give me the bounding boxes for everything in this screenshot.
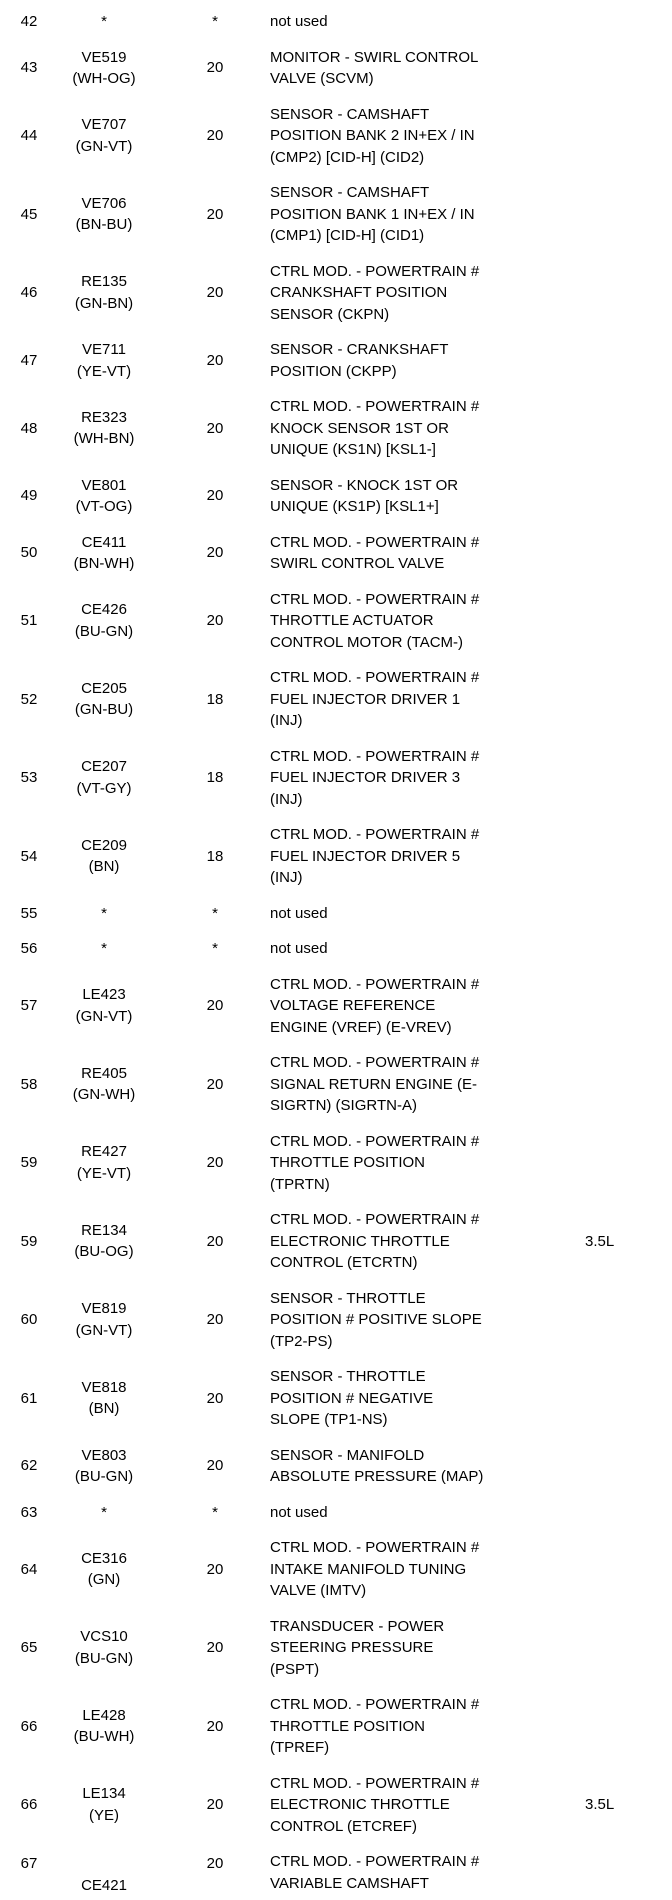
description-line: SIGRTN) (SIGRTN-A) — [270, 1097, 417, 1114]
wire-code: LE428 — [82, 1706, 126, 1724]
description-line: POSITION # POSITIVE SLOPE — [270, 1311, 482, 1328]
description-line: CTRL MOD. - POWERTRAIN # — [270, 1539, 480, 1556]
wire-cell — [58, 835, 150, 878]
description-line: VALVE (SCVM) — [270, 70, 374, 87]
circuit-description — [270, 11, 585, 33]
description-line: CTRL MOD. - POWERTRAIN # — [270, 1054, 480, 1071]
description-line: (TP2-PS) — [270, 1332, 333, 1350]
table-row — [0, 739, 672, 818]
wire-cell — [58, 984, 150, 1027]
table-row — [0, 468, 672, 525]
description-line: INTAKE MANIFOLD TUNING — [270, 1560, 467, 1578]
circuit-description — [270, 746, 585, 811]
wire-gauge: 20 — [206, 997, 224, 1014]
circuit-description — [270, 1773, 585, 1838]
circuit-description — [270, 1052, 585, 1117]
wire-gauge: 20 — [206, 1075, 224, 1093]
pin-number: 46 — [20, 284, 38, 301]
wire-cell — [58, 532, 150, 575]
wire-cell — [58, 193, 150, 236]
description-line: ENGINE (VREF) (E-VREV) — [270, 1018, 452, 1036]
pin-number: 54 — [20, 847, 38, 865]
pin-number: 61 — [20, 1389, 38, 1407]
table-row — [0, 1438, 672, 1495]
pin-number: 42 — [20, 13, 38, 30]
description-line: UNIQUE (KS1N) [KSL1-] — [270, 441, 436, 458]
wire-color: (BU-GN) — [74, 622, 134, 640]
table-row — [0, 1124, 672, 1203]
circuit-description — [270, 1502, 585, 1524]
description-line: VARIABLE CAMSHAFT — [270, 1874, 429, 1892]
wire-color: (GN-VT) — [75, 137, 133, 155]
description-line: CTRL MOD. - POWERTRAIN # — [270, 1696, 480, 1713]
circuit-description — [270, 1131, 585, 1196]
wire-gauge: * — [212, 940, 218, 957]
description-line: CTRL MOD. - POWERTRAIN # — [270, 262, 480, 280]
wire-code: RE427 — [81, 1143, 127, 1161]
description-line: SENSOR (CKPN) — [270, 305, 390, 323]
pin-number: 53 — [20, 769, 38, 786]
wire-gauge: 20 — [206, 1311, 224, 1328]
description-line: (TPRTN) — [270, 1175, 330, 1193]
description-line: (INJ) — [270, 869, 303, 886]
table-row — [0, 931, 672, 967]
pin-number: 65 — [20, 1639, 38, 1656]
wire-cell — [58, 407, 150, 450]
table-row — [0, 332, 672, 389]
description-line: CTRL MOD. - POWERTRAIN # — [270, 747, 480, 765]
table-row — [0, 1045, 672, 1124]
wire-code: CE209 — [81, 836, 127, 854]
circuit-description — [270, 339, 585, 382]
wire-cell — [58, 1377, 150, 1420]
circuit-description — [270, 1366, 585, 1431]
wire-color: (WH-OG) — [72, 70, 136, 87]
wire-gauge: 18 — [206, 690, 224, 708]
circuit-description — [270, 182, 585, 247]
description-line: SENSOR - KNOCK 1ST OR — [270, 476, 459, 494]
wire-code: * — [101, 940, 107, 957]
circuit-description — [270, 824, 585, 889]
pin-table — [0, 4, 672, 1900]
description-line: STEERING PRESSURE — [270, 1639, 434, 1656]
wire-cell — [58, 1626, 150, 1669]
table-row — [0, 4, 672, 40]
table-row — [0, 1495, 672, 1531]
description-line: ELECTRONIC THROTTLE — [270, 1796, 450, 1813]
wire-cell — [58, 1548, 150, 1591]
pin-number: 64 — [20, 1560, 38, 1578]
wire-code: VE803 — [81, 1446, 127, 1464]
wire-cell — [58, 1445, 150, 1488]
circuit-description — [270, 47, 585, 90]
pin-number: 52 — [20, 690, 38, 708]
wire-color: (BU-GN) — [74, 1649, 134, 1667]
description-line: (INJ) — [270, 790, 303, 808]
description-line: not used — [270, 1503, 328, 1521]
wire-code: CE426 — [81, 601, 127, 619]
wire-gauge: * — [212, 13, 218, 30]
wire-gauge: * — [212, 904, 218, 922]
wire-color: (BU-WH) — [73, 1728, 135, 1746]
description-line: CTRL MOD. - POWERTRAIN # — [270, 590, 480, 608]
description-line: SWIRL CONTROL VALVE — [270, 555, 445, 572]
table-row — [0, 1609, 672, 1688]
wire-cell — [58, 475, 150, 518]
circuit-description — [270, 1616, 585, 1681]
pin-number: 56 — [20, 940, 38, 957]
wire-gauge: * — [212, 1503, 218, 1521]
description-line: CTRL MOD. - POWERTRAIN # — [270, 1853, 480, 1870]
engine-note: 3.5L — [585, 1232, 615, 1250]
circuit-description — [270, 1445, 585, 1488]
pin-number: 60 — [20, 1311, 38, 1328]
wire-cell — [58, 1783, 150, 1826]
pin-number: 44 — [20, 127, 38, 144]
pin-number: 43 — [20, 59, 38, 77]
wire-code: VE711 — [82, 341, 126, 358]
description-line: FUEL INJECTOR DRIVER 3 — [270, 769, 461, 786]
table-row — [0, 1359, 672, 1438]
wire-code: VE819 — [81, 1300, 127, 1318]
wire-gauge: 20 — [206, 1717, 224, 1735]
wire-code: VE519 — [81, 48, 127, 66]
circuit-description — [270, 532, 585, 575]
description-line: not used — [270, 904, 328, 922]
pin-number: 67 — [20, 1855, 38, 1872]
wire-color: (BN) — [88, 1400, 120, 1418]
pin-number: 66 — [20, 1717, 38, 1735]
wire-code: * — [101, 904, 107, 922]
wire-gauge: 20 — [206, 1639, 224, 1656]
wire-code: * — [101, 13, 107, 30]
wire-gauge: 20 — [206, 1560, 224, 1578]
description-line: THROTTLE ACTUATOR — [270, 612, 434, 629]
description-line: SENSOR - THROTTLE — [270, 1289, 426, 1307]
wire-code: LE423 — [82, 986, 126, 1004]
table-row — [0, 97, 672, 176]
wire-cell — [58, 1141, 150, 1184]
circuit-description — [270, 1288, 585, 1353]
description-line: CTRL MOD. - POWERTRAIN # — [270, 669, 480, 686]
wire-code: CE421 — [81, 1877, 127, 1894]
description-line: FUEL INJECTOR DRIVER 1 — [270, 690, 461, 708]
wire-color: (VT-OG) — [75, 498, 133, 515]
wire-code: CE411 — [81, 533, 127, 551]
circuit-description — [270, 903, 585, 925]
wire-code: CE207 — [81, 758, 127, 776]
description-line: POSITION (CKPP) — [270, 362, 397, 380]
description-line: not used — [270, 13, 328, 30]
wire-color: (GN) — [87, 1571, 121, 1589]
wire-cell — [58, 938, 150, 960]
description-line: FUEL INJECTOR DRIVER 5 — [270, 847, 461, 865]
table-row — [0, 582, 672, 661]
wire-gauge: 20 — [206, 487, 224, 505]
table-row — [0, 175, 672, 254]
description-line: CTRL MOD. - POWERTRAIN # — [270, 1774, 480, 1792]
description-line: CONTROL MOTOR (TACM-) — [270, 633, 464, 651]
pin-number: 48 — [20, 419, 38, 437]
description-line: THROTTLE POSITION — [270, 1154, 426, 1171]
pin-number: 49 — [20, 487, 38, 505]
wire-code: VE818 — [81, 1378, 127, 1396]
wire-cell — [58, 756, 150, 799]
circuit-description — [270, 1851, 585, 1894]
table-row — [0, 1766, 672, 1845]
description-line: SLOPE (TP1-NS) — [270, 1411, 388, 1428]
engine-note: 3.5L — [585, 1796, 615, 1813]
description-line: MONITOR - SWIRL CONTROL — [270, 48, 479, 66]
description-line: SENSOR - THROTTLE — [270, 1368, 426, 1385]
description-line: SENSOR - CAMSHAFT — [270, 184, 430, 201]
wire-cell — [58, 1851, 150, 1897]
wire-color: (YE-VT) — [76, 362, 132, 380]
wire-gauge: 20 — [206, 351, 224, 369]
table-row — [0, 254, 672, 333]
wire-gauge: 18 — [206, 847, 224, 865]
pin-number: 66 — [20, 1796, 38, 1813]
table-row — [0, 967, 672, 1046]
wire-code: RE135 — [81, 273, 127, 291]
table-row — [0, 1281, 672, 1360]
description-line: CTRL MOD. - POWERTRAIN # — [270, 398, 480, 415]
wire-cell — [58, 339, 150, 382]
wire-code: CE205 — [81, 679, 127, 697]
wire-gauge: 20 — [206, 284, 224, 301]
description-line: SENSOR - MANIFOLD — [270, 1446, 425, 1464]
wire-code: RE405 — [81, 1064, 127, 1082]
table-row — [0, 817, 672, 896]
table-row — [0, 896, 672, 932]
wire-gauge: 20 — [206, 419, 224, 437]
circuit-description — [270, 104, 585, 169]
table-row — [0, 40, 672, 97]
wire-cell — [58, 1063, 150, 1106]
wire-gauge: 20 — [206, 127, 224, 144]
wire-gauge: 20 — [206, 544, 224, 562]
wire-code: CE316 — [81, 1549, 127, 1567]
wire-color: (GN-VT) — [75, 1007, 133, 1025]
circuit-description — [270, 475, 585, 518]
description-line: CTRL MOD. - POWERTRAIN # — [270, 1211, 480, 1228]
circuit-description — [270, 1694, 585, 1759]
circuit-description — [270, 1537, 585, 1602]
wire-code: RE134 — [81, 1221, 127, 1239]
description-line: (INJ) — [270, 712, 303, 729]
wire-color: (BN-BU) — [75, 216, 133, 234]
wire-gauge: 20 — [206, 1796, 224, 1813]
wire-gauge: 20 — [206, 59, 224, 77]
wire-cell — [58, 599, 150, 642]
circuit-description — [270, 938, 585, 960]
description-line: ELECTRONIC THROTTLE — [270, 1232, 450, 1250]
wire-color: (YE) — [89, 1806, 119, 1824]
wire-gauge: 18 — [206, 769, 224, 786]
wire-color: (BU-OG) — [74, 1243, 134, 1261]
circuit-description — [270, 396, 585, 461]
table-row — [0, 389, 672, 468]
pin-number: 58 — [20, 1075, 38, 1093]
wire-cell — [58, 271, 150, 314]
pin-number: 50 — [20, 544, 38, 562]
wire-code: VE706 — [81, 194, 127, 212]
table-row — [0, 525, 672, 582]
table-row — [0, 660, 672, 739]
wire-color: (BU-GN) — [74, 1468, 134, 1485]
wire-cell — [58, 678, 150, 721]
table-row — [0, 1530, 672, 1609]
wire-cell — [58, 903, 150, 925]
description-line: THROTTLE POSITION — [270, 1717, 426, 1735]
description-line: CRANKSHAFT POSITION — [270, 284, 448, 301]
description-line: SIGNAL RETURN ENGINE (E- — [270, 1075, 477, 1093]
pin-number: 59 — [20, 1154, 38, 1171]
pin-number: 51 — [20, 612, 38, 629]
wire-color: (GN-WH) — [72, 1086, 136, 1104]
circuit-description — [270, 1209, 585, 1274]
wire-cell — [58, 1220, 150, 1263]
description-line: (CMP1) [CID-H] (CID1) — [270, 227, 425, 244]
description-line: UNIQUE (KS1P) [KSL1+] — [270, 498, 439, 515]
circuit-description — [270, 974, 585, 1039]
wire-code: * — [101, 1503, 107, 1521]
wire-color: (VT-GY) — [76, 779, 132, 797]
description-line: (TPREF) — [270, 1739, 330, 1756]
description-line: CTRL MOD. - POWERTRAIN # — [270, 826, 480, 843]
wire-color: (GN-BU) — [74, 701, 134, 719]
wire-cell — [58, 1502, 150, 1524]
pin-number: 55 — [20, 904, 38, 922]
description-line: CONTROL (ETCREF) — [270, 1817, 417, 1835]
wire-color: (BN) — [88, 858, 120, 876]
description-line: POSITION # NEGATIVE — [270, 1389, 434, 1407]
table-row — [0, 1844, 672, 1900]
wire-color: (WH-BN) — [73, 430, 135, 448]
description-line: CTRL MOD. - POWERTRAIN # — [270, 975, 480, 993]
wire-cell — [58, 114, 150, 157]
description-line: POSITION BANK 2 IN+EX / IN — [270, 127, 475, 144]
wire-code: RE323 — [81, 408, 127, 426]
description-line: POSITION BANK 1 IN+EX / IN — [270, 205, 475, 223]
wire-code: VCS10 — [80, 1628, 128, 1646]
description-line: not used — [270, 940, 328, 957]
wire-color: (GN-BN) — [74, 294, 134, 312]
engine-note — [585, 1851, 672, 1853]
circuit-description — [270, 261, 585, 326]
wire-cell — [58, 11, 150, 33]
description-line: (CMP2) [CID-H] (CID2) — [270, 148, 425, 166]
circuit-description — [270, 589, 585, 654]
wire-gauge: 20 — [206, 1855, 224, 1872]
wire-color: (YE-VT) — [76, 1164, 132, 1182]
wire-gauge: 20 — [206, 1389, 224, 1407]
wire-gauge: 20 — [206, 612, 224, 629]
description-line: CTRL MOD. - POWERTRAIN # — [270, 1132, 480, 1150]
wire-cell — [58, 1298, 150, 1341]
pin-number: 59 — [20, 1232, 38, 1250]
description-line: VALVE (IMTV) — [270, 1582, 367, 1599]
pin-number: 62 — [20, 1457, 38, 1475]
table-row — [0, 1202, 672, 1281]
wire-gauge: 20 — [206, 205, 224, 223]
wire-gauge: 20 — [206, 1457, 224, 1475]
description-line: (PSPT) — [270, 1660, 320, 1678]
wire-color: (BN-WH) — [73, 555, 135, 572]
description-line: TRANSDUCER - POWER — [270, 1617, 445, 1635]
pin-number: 45 — [20, 205, 38, 223]
wire-gauge: 20 — [206, 1154, 224, 1171]
description-line: VOLTAGE REFERENCE — [270, 997, 436, 1014]
description-line: CONTROL (ETCRTN) — [270, 1254, 418, 1271]
wire-gauge: 20 — [206, 1232, 224, 1250]
pin-number: 47 — [20, 351, 38, 369]
description-line: KNOCK SENSOR 1ST OR — [270, 419, 449, 437]
description-line: SENSOR - CAMSHAFT — [270, 105, 430, 123]
wire-code: VE707 — [81, 116, 127, 134]
wire-code: LE134 — [82, 1785, 126, 1803]
wire-cell — [58, 47, 150, 90]
pin-number: 57 — [20, 997, 38, 1014]
wire-code: VE801 — [81, 476, 127, 494]
wire-color: (GN-VT) — [75, 1321, 133, 1339]
pin-number: 63 — [20, 1503, 38, 1521]
description-line: ABSOLUTE PRESSURE (MAP) — [270, 1468, 484, 1485]
circuit-description — [270, 667, 585, 732]
description-line: CTRL MOD. - POWERTRAIN # — [270, 533, 480, 551]
wire-cell — [58, 1705, 150, 1748]
description-line: SENSOR - CRANKSHAFT — [270, 341, 449, 358]
table-row — [0, 1687, 672, 1766]
